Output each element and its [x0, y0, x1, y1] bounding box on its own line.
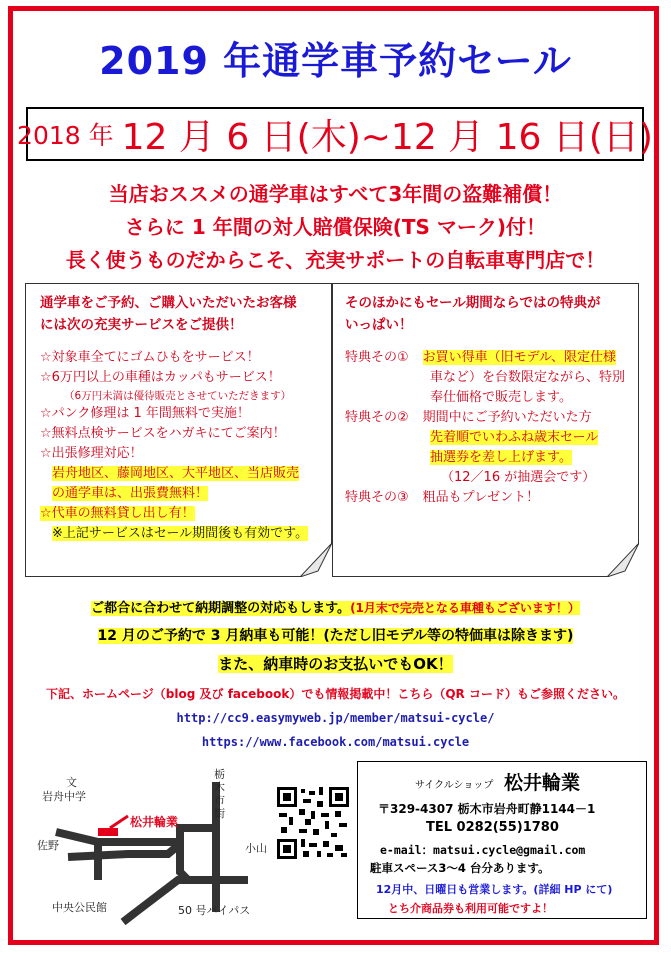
services-heading-1: 通学車をご予約、ご購入いただいたお客様 [40, 295, 297, 311]
notice-line-1 [0, 597, 671, 616]
notice-line-1-main: ご都合に合わせて納期調整の対応もします。 [91, 601, 351, 616]
service-item: ☆無料点検サービスをハガキにてご案内！ [40, 426, 286, 441]
shop-hours: 12月中、日曜日も営業します。(詳細 HP にて) [376, 883, 613, 896]
perk-2-line-1: 期間中にご予約いただいた方 [422, 410, 592, 425]
page-curl-icon [607, 543, 639, 577]
map-label-shop: 松井輪業 [130, 815, 179, 829]
perk-3-line-1: 粗品もプレゼント！ [422, 490, 540, 505]
sale-date-range: 12 月 6 日(木)~12 月 16 日(日) [121, 116, 653, 158]
shop-type: サイクルショップ [415, 780, 494, 791]
perk-label-3: 特典その③ [345, 490, 409, 505]
perks-box [332, 283, 639, 577]
perk-1-line-2: 車など）を台数限定ながら、特別 [430, 370, 626, 385]
headline-3: 長く使うものだからこそ、充実サポートの自転車専門店で！ [65, 248, 606, 272]
service-item: ☆対象車全てにゴムひもをサービス！ [40, 350, 260, 365]
map-label-oyama: 小山 [245, 842, 267, 855]
notice-line-2: 12 月のご予約で 3 月納車も可能！(ただし旧モデル等の特価車は除きます) [97, 628, 574, 644]
perk-label-1: 特典その① [345, 350, 409, 365]
perk-label-2: 特典その② [345, 410, 409, 425]
map-label-tochigi: 栃木市街 [214, 768, 225, 820]
service-item: ☆6万円以上の車種はカッパもサービス！ [40, 370, 281, 385]
service-validity-note: ※上記サービスはセール期間後も有効です。 [52, 526, 309, 541]
map-label-school: 岩舟中学 [42, 790, 86, 803]
service-item-highlight: ☆代車の無料貸し出し有！ [40, 506, 195, 521]
facebook-link[interactable]: https://www.facebook.com/matsui.cycle [201, 735, 470, 749]
service-item: ☆パンク修理は 1 年間無料で実施！ [40, 406, 250, 421]
shop-tel: TEL 0282(55)1780 [426, 820, 559, 835]
headline-1: 当店おススメの通学車はすべて3年間の盗難補償！ [108, 182, 563, 206]
sale-date-box [17, 107, 653, 161]
page-curl-icon [300, 543, 332, 577]
school-icon: 文 [66, 776, 77, 789]
map-label-bypass: 50 号バイパス [178, 904, 251, 917]
blog-link[interactable]: http://cc9.easymyweb.jp/member/matsui-cycle/ [176, 711, 495, 725]
shop-name: 松井輪業 [504, 772, 581, 794]
web-notice: 下記、ホームページ（blog 及び facebook）でも情報掲載中！こちら（QR コード）もご参照ください。 [46, 687, 625, 701]
perk-2-line-2: 先着順でいわふね歳末セール [430, 430, 599, 445]
shop-address: 〒329-4307 栃木市岩舟町静1144－1 [378, 802, 596, 816]
page-title: 2019 年通学車予約セール [99, 39, 572, 83]
service-item-highlight: の通学車は、出張費無料！ [52, 486, 209, 501]
perks-heading-2: いっぱい！ [345, 317, 413, 333]
service-item-note: （6万円未満は優待販売とさせていただきます） [64, 390, 292, 402]
notice-line-3: また、納車時のお支払いでもOK！ [218, 655, 453, 673]
shop-voucher: とち介商品券も利用可能ですよ！ [388, 902, 553, 915]
notice-line-1-sub: (1月末で完売となる車種もございます！） [350, 601, 580, 615]
qr-code-icon[interactable] [277, 787, 349, 859]
services-box [25, 283, 332, 577]
shop-email: e-mail：matsui.cycle@gmail.com [380, 843, 586, 857]
headline-2: さらに 1 年間の対人賠償保険(TS マーク)付！ [124, 215, 547, 239]
services-heading-2: には次の充実サービスをご提供！ [40, 317, 243, 333]
map-label-hall: 中央公民館 [52, 901, 107, 914]
map-label-sano: 佐野 [37, 839, 59, 852]
sale-year: 2018 年 [17, 121, 114, 150]
service-item: ☆出張修理対応！ [40, 446, 143, 461]
perk-2-line-4: （12／16 が抽選会です） [441, 470, 596, 485]
perk-1-line-1: お買い得車（旧モデル、限定仕様 [422, 350, 616, 365]
shop-parking: 駐車スペース3～4 台分あります。 [370, 861, 550, 875]
service-item-highlight: 岩舟地区、藤岡地区、大平地区、当店販売 [52, 466, 300, 481]
perks-heading-1: そのほかにもセール期間ならではの特典が [345, 295, 601, 311]
shop-pointer-icon [110, 816, 128, 828]
perk-1-line-3: 奉仕価格で販売します。 [430, 390, 572, 405]
shop-marker-icon [98, 828, 118, 836]
shop-info-box [357, 761, 647, 919]
perk-2-line-3: 抽選券を差し上げます。 [430, 450, 572, 465]
